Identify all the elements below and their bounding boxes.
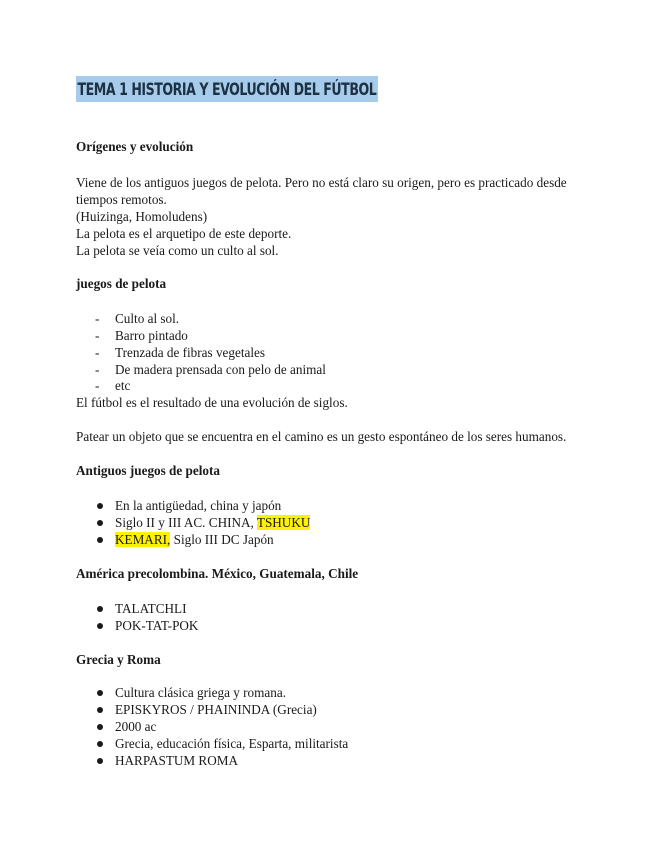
list-item: Barro pintado xyxy=(115,328,188,343)
list-item: En la antigüedad, china y japón xyxy=(115,498,282,513)
heading-antiguos-juegos: Antiguos juegos de pelota xyxy=(76,463,220,478)
paragraph-line: La pelota se veía como un culto al sol. xyxy=(76,243,279,258)
bullet-dot xyxy=(97,606,103,612)
list-item xyxy=(115,531,274,548)
dash-bullet: - xyxy=(95,328,100,343)
bullet-dot xyxy=(97,520,103,526)
dash-bullet: - xyxy=(95,345,100,360)
list-item-text: Siglo III DC Japón xyxy=(170,532,274,547)
bullet-dot xyxy=(97,503,103,509)
dash-bullet: - xyxy=(95,362,100,377)
dash-bullet: - xyxy=(95,311,100,326)
list-item: POK-TAT-POK xyxy=(115,618,199,633)
list-item: HARPASTUM ROMA xyxy=(115,753,238,768)
bullet-dot xyxy=(97,537,103,543)
list-item: TALATCHLI xyxy=(115,601,187,616)
highlighted-text: TSHUKU xyxy=(256,515,311,530)
heading-origenes: Orígenes y evolución xyxy=(76,139,194,154)
list-item-text: Siglo II y III AC. CHINA, xyxy=(115,515,257,530)
bullet-dot xyxy=(97,741,103,747)
list-item: Grecia, educación física, Esparta, militarista xyxy=(115,736,349,751)
dash-bullet: - xyxy=(95,378,100,393)
highlighted-text: KEMARI, xyxy=(115,532,171,547)
bullet-dot xyxy=(97,690,103,696)
list-item: Culto al sol. xyxy=(115,311,180,326)
list-item: 2000 ac xyxy=(115,719,157,734)
paragraph-line: La pelota es el arquetipo de este deporte. xyxy=(76,226,292,241)
bullet-dot xyxy=(97,623,103,629)
paragraph-line: tiempos remotos. xyxy=(76,192,167,207)
bullet-dot xyxy=(97,707,103,713)
paragraph-line: (Huizinga, Homoludens) xyxy=(76,209,208,224)
paragraph-line: El fútbol es el resultado de una evolución de siglos. xyxy=(76,395,348,410)
paragraph-line: Viene de los antiguos juegos de pelota. Pero no está claro su origen, pero es practicado desde xyxy=(76,175,567,190)
list-item: De madera prensada con pelo de animal xyxy=(115,362,326,377)
list-item: EPISKYROS / PHAININDA (Grecia) xyxy=(115,702,317,717)
list-item: Trenzada de fibras vegetales xyxy=(115,345,266,360)
heading-america-precolombina: América precolombina. México, Guatemala, Chile xyxy=(76,566,359,581)
heading-grecia-roma: Grecia y Roma xyxy=(76,652,161,667)
bullet-dot xyxy=(97,758,103,764)
list-item xyxy=(115,514,310,531)
list-item: etc xyxy=(115,378,131,393)
paragraph-line: Patear un objeto que se encuentra en el camino es un gesto espontáneo de los seres humanos. xyxy=(76,429,567,444)
heading-juegos-de-pelota: juegos de pelota xyxy=(76,276,167,291)
page-title: TEMA 1 HISTORIA Y EVOLUCIÓN DEL FÚTBOL xyxy=(76,76,378,102)
bullet-dot xyxy=(97,724,103,730)
list-item: Cultura clásica griega y romana. xyxy=(115,685,286,700)
